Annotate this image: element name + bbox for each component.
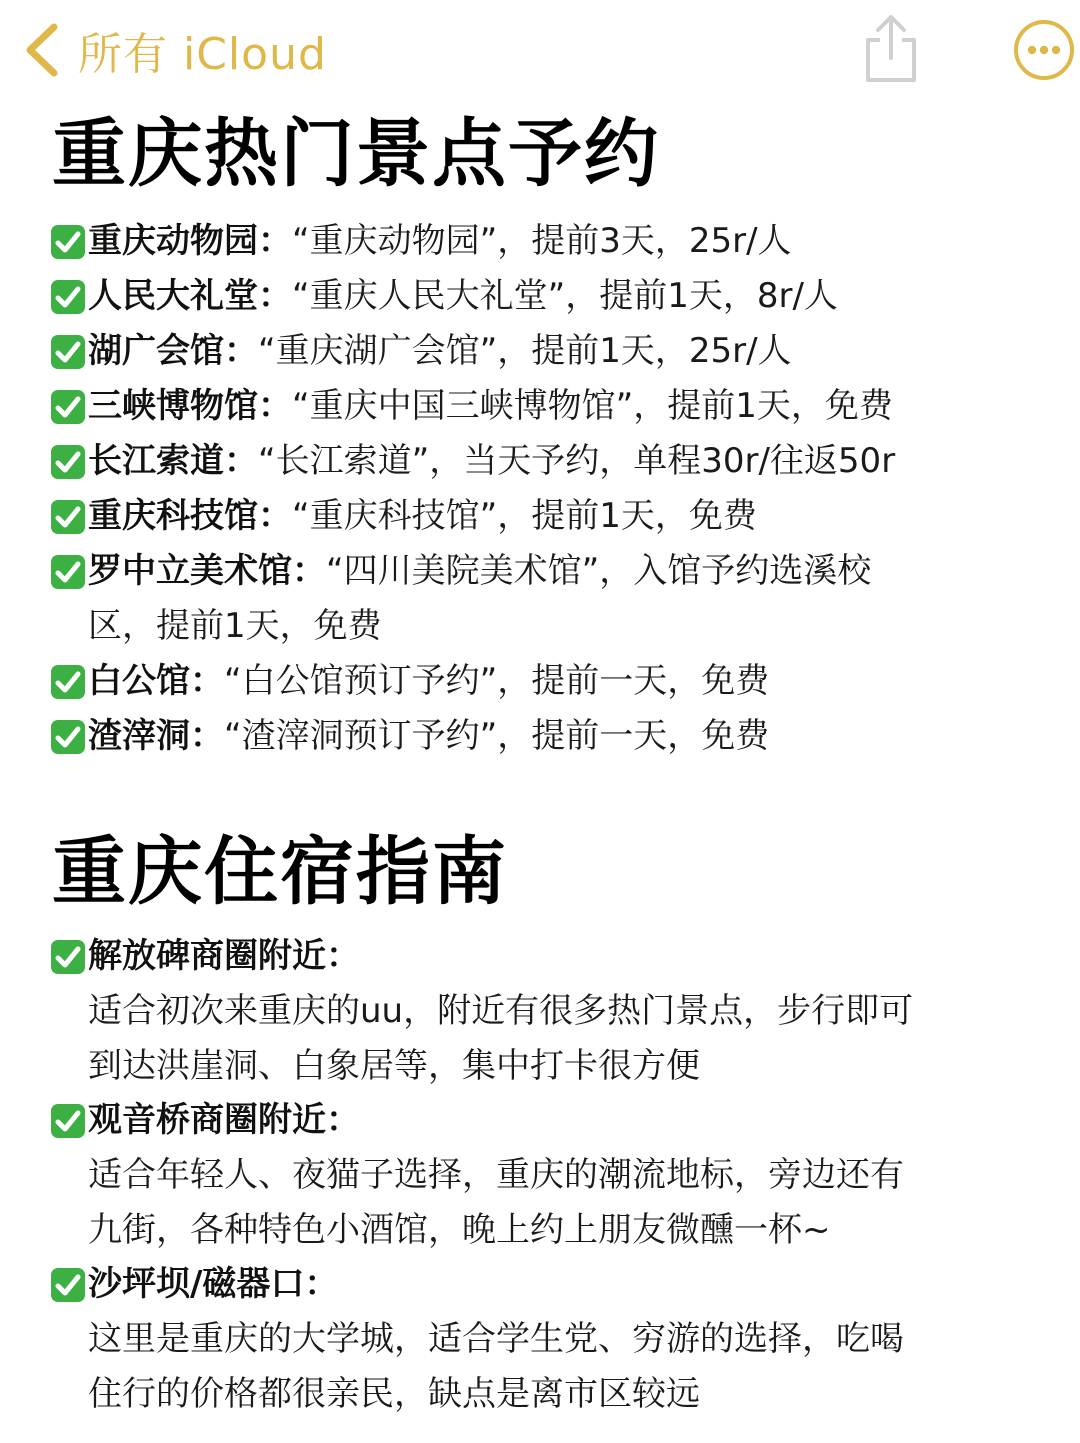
attraction-item [50, 324, 1030, 379]
lodging-description-line: 适合年轻人、夜猫子选择，重庆的潮流地标，旁边还有 [88, 1155, 904, 1195]
attraction-name: 重庆动物园： [88, 221, 292, 261]
lodging-item [50, 929, 1030, 1094]
attraction-detail-continued: 区，提前1天，免费 [88, 606, 382, 646]
lodging-title: 重庆住宿指南 [52, 829, 508, 915]
nav-bar [0, 0, 1080, 100]
lodging-description-line: 九街，各种特色小酒馆，晚上约上朋友微醺一杯~ [88, 1210, 831, 1250]
attraction-name: 白公馆： [88, 661, 224, 701]
lodging-description-line: 适合初次来重庆的uu，附近有很多热门景点，步行即可 [88, 991, 914, 1031]
share-icon[interactable] [858, 12, 924, 84]
lodging-item [50, 1257, 1030, 1422]
attraction-item [50, 654, 1030, 709]
attraction-detail: “渣滓洞预订予约”，提前一天，免费 [224, 716, 770, 756]
attraction-detail: “重庆湖广会馆”，提前1天，25r/人 [258, 331, 792, 371]
check-icon [50, 719, 86, 755]
check-icon [50, 939, 86, 975]
check-icon [50, 499, 86, 535]
attraction-detail: “重庆动物园”，提前3天，25r/人 [292, 221, 792, 261]
attraction-item [50, 214, 1030, 269]
attraction-item [50, 709, 1030, 764]
attractions-title: 重庆热门景点予约 [52, 111, 660, 197]
attraction-name: 人民大礼堂： [88, 276, 292, 316]
attraction-item [50, 434, 1030, 489]
check-icon [50, 389, 86, 425]
check-icon [50, 444, 86, 480]
attraction-item [50, 379, 1030, 434]
attraction-name: 罗中立美术馆： [88, 551, 326, 591]
check-icon [50, 224, 86, 260]
attraction-detail: “长江索道”，当天予约，单程30r/往返50r [258, 441, 896, 481]
attraction-name: 湖广会馆： [88, 331, 258, 371]
lodging-name: 解放碑商圈附近： [88, 936, 360, 976]
lodging-name: 沙坪坝/磁器口： [88, 1264, 339, 1304]
lodging-description-line: 住行的价格都很亲民，缺点是离市区较远 [88, 1374, 700, 1414]
attraction-name: 长江索道： [88, 441, 258, 481]
back-label: 所有 iCloud [78, 29, 327, 80]
lodging-description-line: 这里是重庆的大学城，适合学生党、穷游的选择，吃喝 [88, 1319, 904, 1359]
check-icon [50, 279, 86, 315]
attraction-detail: “重庆中国三峡博物馆”，提前1天，免费 [292, 386, 893, 426]
attraction-item [50, 489, 1030, 544]
attraction-name: 三峡博物馆： [88, 386, 292, 426]
lodging-name: 观音桥商圈附近： [88, 1100, 360, 1140]
attraction-detail: “白公馆预订予约”，提前一天，免费 [224, 661, 770, 701]
check-icon [50, 664, 86, 700]
attraction-name: 渣滓洞： [88, 716, 224, 756]
check-icon [50, 334, 86, 370]
check-icon [50, 554, 86, 590]
check-icon [50, 1267, 86, 1303]
more-icon[interactable] [1012, 18, 1076, 82]
attraction-detail: “四川美院美术馆”，入馆予约选溪校 [326, 551, 872, 591]
attraction-name: 重庆科技馆： [88, 496, 292, 536]
attraction-item [50, 544, 1030, 654]
lodging-item [50, 1093, 1030, 1258]
chevron-left-icon [22, 23, 62, 77]
attraction-detail: “重庆科技馆”，提前1天，免费 [292, 496, 757, 536]
back-button[interactable] [22, 20, 327, 80]
check-icon [50, 1103, 86, 1139]
lodging-description-line: 到达洪崖洞、白象居等，集中打卡很方便 [88, 1046, 700, 1086]
attraction-item [50, 269, 1030, 324]
attraction-detail: “重庆人民大礼堂”，提前1天，8r/人 [292, 276, 838, 316]
